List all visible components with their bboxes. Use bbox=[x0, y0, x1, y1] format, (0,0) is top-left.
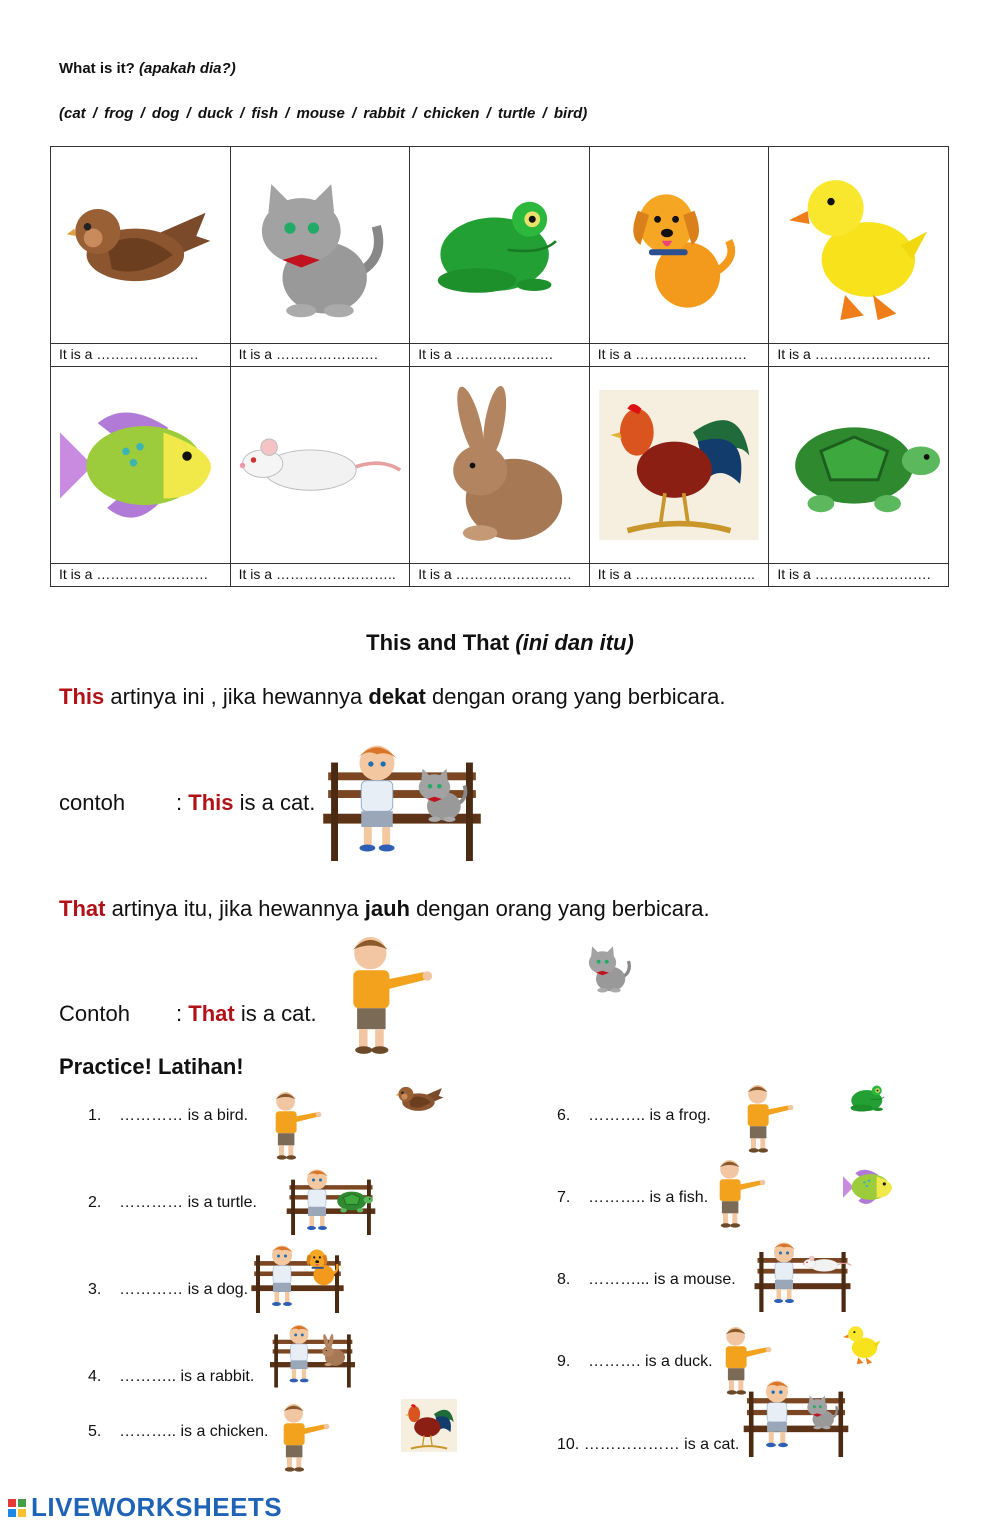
practice-title: Practice! Latihan! bbox=[59, 1054, 244, 1079]
item-number: 4. bbox=[88, 1368, 102, 1385]
grid-cell bbox=[410, 367, 590, 587]
boy-pointing-image bbox=[712, 1155, 767, 1231]
grid-cell bbox=[769, 147, 949, 367]
item-text[interactable]: ………... is a mouse. bbox=[588, 1271, 736, 1288]
grid-cell bbox=[589, 147, 769, 367]
answer-blank[interactable]: It is a ……………………. bbox=[769, 563, 948, 586]
grid-cell bbox=[410, 147, 590, 367]
turtle-icon bbox=[778, 413, 940, 518]
section-title-text: This and That bbox=[366, 630, 510, 655]
practice-item bbox=[88, 1368, 254, 1386]
item-text[interactable]: ……….. is a chicken. bbox=[119, 1423, 269, 1440]
dog-icon bbox=[619, 170, 739, 320]
example-colon: : bbox=[176, 1001, 183, 1026]
answer-blank[interactable]: It is a …………………. bbox=[231, 343, 410, 366]
practice-item bbox=[88, 1194, 257, 1212]
boy-bench-turtle-image bbox=[285, 1163, 377, 1235]
liveworksheets-logo bbox=[8, 1492, 282, 1523]
grid-cell bbox=[51, 367, 231, 587]
example-rest-1: is a cat. bbox=[233, 790, 316, 815]
grid-cell bbox=[230, 147, 410, 367]
practice-item bbox=[88, 1281, 248, 1299]
boy-pointing-image bbox=[276, 1400, 331, 1474]
fish-icon bbox=[843, 1167, 895, 1207]
question-text: What is it? bbox=[59, 60, 135, 77]
example-sentence-2 bbox=[176, 1001, 317, 1027]
chicken-icon bbox=[401, 1399, 457, 1452]
this-text-2: dengan orang yang berbicara. bbox=[425, 684, 726, 709]
item-number: 6. bbox=[557, 1107, 571, 1124]
grid-cell bbox=[589, 367, 769, 587]
item-number: 10. bbox=[557, 1436, 580, 1453]
practice-item bbox=[557, 1189, 708, 1207]
that-word: That bbox=[59, 896, 106, 921]
practice-item bbox=[88, 1107, 248, 1125]
boy-bench-mouse-image bbox=[750, 1234, 855, 1312]
cat-icon bbox=[583, 940, 635, 995]
boy-bench-cat-image bbox=[741, 1372, 851, 1457]
item-number: 7. bbox=[557, 1189, 571, 1206]
answer-blank[interactable]: It is a …………………… bbox=[590, 343, 769, 366]
example-sentence-1 bbox=[176, 790, 315, 816]
animal-grid bbox=[50, 146, 949, 587]
boy-pointing-image bbox=[268, 1088, 323, 1162]
cat-icon bbox=[245, 165, 395, 325]
rabbit-icon bbox=[432, 383, 567, 548]
grid-cell bbox=[769, 367, 949, 587]
item-number: 5. bbox=[88, 1423, 102, 1440]
frog-icon bbox=[429, 188, 569, 303]
bird-icon bbox=[395, 1078, 445, 1120]
item-number: 2. bbox=[88, 1194, 102, 1211]
boy-bench-dog-image bbox=[250, 1238, 345, 1313]
practice-item bbox=[88, 1423, 269, 1441]
section-title-translation: (ini dan itu) bbox=[515, 630, 634, 655]
answer-blank[interactable]: It is a …………………. bbox=[51, 343, 230, 366]
item-number: 3. bbox=[88, 1281, 102, 1298]
logo-text: LIVEWORKSHEETS bbox=[31, 1492, 283, 1522]
that-text-2: dengan orang yang berbicara. bbox=[409, 896, 710, 921]
section-title bbox=[0, 630, 1000, 656]
grid-cell bbox=[51, 147, 231, 367]
item-text[interactable]: ………… is a dog. bbox=[119, 1281, 249, 1298]
grid-row-1 bbox=[51, 147, 949, 367]
boy-bench-cat-image bbox=[322, 733, 482, 861]
practice-item bbox=[557, 1353, 713, 1371]
boy-pointing-image bbox=[340, 930, 435, 1058]
item-text[interactable]: ………… is a turtle. bbox=[119, 1194, 257, 1211]
grid-row-2 bbox=[51, 367, 949, 587]
this-bold: dekat bbox=[368, 684, 426, 709]
that-definition bbox=[59, 896, 710, 922]
this-definition bbox=[59, 684, 726, 710]
practice-item bbox=[557, 1107, 711, 1125]
example-rest-2: is a cat. bbox=[234, 1001, 317, 1026]
question-heading bbox=[59, 60, 236, 77]
item-number: 8. bbox=[557, 1271, 571, 1288]
item-text[interactable]: ……….. is a fish. bbox=[588, 1189, 709, 1206]
item-text[interactable]: ……………… is a cat. bbox=[583, 1436, 740, 1453]
chicken-icon bbox=[599, 390, 759, 540]
example-this: This bbox=[188, 790, 234, 815]
this-text-1: artinya ini , jika hewannya bbox=[104, 684, 369, 709]
item-text[interactable]: ……….. is a frog. bbox=[588, 1107, 711, 1124]
this-word: This bbox=[59, 684, 105, 709]
example-that: That bbox=[188, 1001, 235, 1026]
that-text-1: artinya itu, jika hewannya bbox=[105, 896, 365, 921]
grid-cell bbox=[230, 367, 410, 587]
answer-blank[interactable]: It is a …………………… bbox=[51, 563, 230, 586]
mouse-icon bbox=[237, 428, 402, 503]
bird-icon bbox=[65, 188, 215, 303]
answer-blank[interactable]: It is a ………………… bbox=[410, 343, 589, 366]
logo-mark-icon bbox=[8, 1499, 26, 1517]
answer-blank[interactable]: It is a …………………….. bbox=[590, 563, 769, 586]
item-text[interactable]: ………… is a bird. bbox=[119, 1107, 249, 1124]
frog-icon bbox=[848, 1078, 888, 1118]
practice-item bbox=[557, 1271, 736, 1289]
question-translation: (apakah dia?) bbox=[139, 60, 236, 77]
fish-icon bbox=[60, 403, 220, 528]
word-bank: (cat / frog / dog / duck / fish / mouse / rabbit / chicken / turtle / bird) bbox=[59, 105, 588, 122]
that-bold: jauh bbox=[364, 896, 410, 921]
item-number: 9. bbox=[557, 1353, 571, 1370]
duck-icon bbox=[789, 163, 929, 328]
answer-blank[interactable]: It is a ……………………. bbox=[410, 563, 589, 586]
item-text[interactable]: ………. is a duck. bbox=[588, 1353, 713, 1370]
answer-blank[interactable]: It is a ……………………. bbox=[769, 343, 948, 366]
practice-item bbox=[557, 1436, 739, 1454]
example-label-1: contoh bbox=[59, 790, 126, 815]
item-number: 1. bbox=[88, 1107, 102, 1124]
answer-blank[interactable]: It is a …………………….. bbox=[231, 563, 410, 586]
duck-icon bbox=[843, 1322, 881, 1366]
example-colon: : bbox=[176, 790, 183, 815]
item-text[interactable]: ……….. is a rabbit. bbox=[119, 1368, 255, 1385]
example-label-2: Contoh bbox=[59, 1001, 130, 1026]
boy-bench-rabbit-image bbox=[270, 1318, 355, 1388]
boy-pointing-image bbox=[740, 1080, 795, 1156]
